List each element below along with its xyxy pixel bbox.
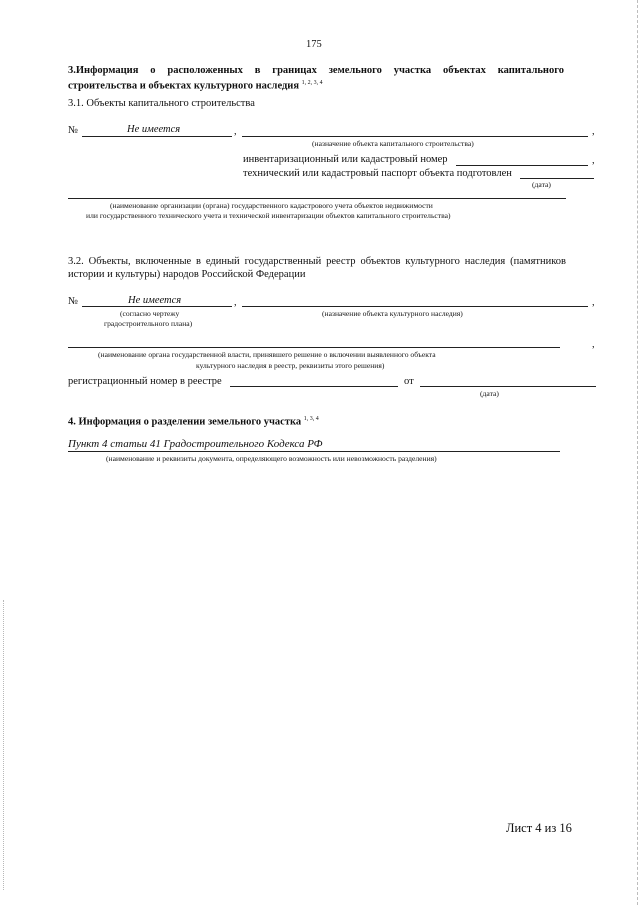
heritage-number-value: Не имеется xyxy=(128,295,182,306)
subsection-3-1-heading: 3.1. Объекты капитального строительства xyxy=(68,98,255,109)
object-name-caption: (назначение объекта капитального строительства) xyxy=(312,139,474,148)
sheet-number: Лист 4 из 16 xyxy=(506,821,572,835)
division-document-value: Пункт 4 статьи 41 Градостроительного Кодекса РФ xyxy=(68,438,323,450)
plan-caption-line1: (согласно чертежу xyxy=(120,309,180,318)
comma-3: , xyxy=(592,155,595,166)
registry-date-underline xyxy=(420,386,596,387)
authority-caption-line2: культурного наследия в реестр, реквизиты этого решения) xyxy=(196,361,385,370)
object-number-label: № xyxy=(68,125,79,136)
section3-footnote-ref: 1, 2, 3, 4 xyxy=(301,80,323,86)
comma-2: , xyxy=(592,126,595,137)
object-number-value: Не имеется xyxy=(127,124,181,135)
authority-caption-line1: (наименование органа государственной власти, принявшего решение о включении выявленного объекта xyxy=(98,350,436,359)
section4-title: 4. Информация о разделении земельного участка $^{1, 3, 4}$ xyxy=(68,416,319,428)
inventory-number-underline xyxy=(456,165,588,166)
organization-caption-line2: или государственного технического учета и технической инвентаризации объектов капитального строительства) xyxy=(86,211,451,220)
organization-caption-line1: (наименование организации (органа) государственного кадастрового учета объектов недвижимости xyxy=(110,201,433,210)
scan-edge-left xyxy=(3,600,4,890)
comma-5: , xyxy=(592,297,595,308)
scan-edge-right xyxy=(637,0,638,905)
passport-date-caption: (дата) xyxy=(532,180,551,189)
subsection-3-2-heading-line2: истории и культуры) народов Российской Федерации xyxy=(68,269,306,280)
division-document-caption: (наименование и реквизиты документа, определяющего возможность или невозможность разделения) xyxy=(106,454,437,463)
heritage-number-label: № xyxy=(68,296,79,307)
heritage-name-underline xyxy=(242,306,588,307)
passport-label: технический или кадастровый паспорт объекта подготовлен xyxy=(243,168,512,179)
from-label: от xyxy=(404,376,414,387)
authority-underline xyxy=(68,347,560,348)
organization-underline xyxy=(68,198,566,199)
section3-title-line1: 3.Информация о расположенных в границах земельного участка объектах капитального xyxy=(68,65,564,76)
object-name-underline xyxy=(242,136,588,137)
subsection-3-2-heading-line1: 3.2. Объекты, включенные в единый государственный реестр объектов культурного наследия (памятников xyxy=(68,256,566,267)
heritage-name-caption: (назначение объекта культурного наследия) xyxy=(322,309,463,318)
division-document-underline xyxy=(68,451,560,452)
plan-caption-line2: градостроительного плана) xyxy=(104,319,193,328)
comma-6: , xyxy=(592,339,595,350)
section3-title-line2: строительства и объектах культурного наследия $^{1, 2, 3, 4}$ xyxy=(68,80,323,92)
registry-number-underline xyxy=(230,386,398,387)
section4-footnote-ref: 1, 3, 4 xyxy=(303,416,319,422)
comma-4: , xyxy=(234,297,237,308)
comma-1: , xyxy=(234,126,237,137)
registry-number-label: регистрационный номер в реестре xyxy=(68,376,222,387)
page-number: 175 xyxy=(306,39,322,50)
registry-date-caption: (дата) xyxy=(480,389,499,398)
inventory-number-label: инвентаризационный или кадастровый номер xyxy=(243,154,448,165)
passport-date-underline xyxy=(520,178,594,179)
object-number-underline xyxy=(82,136,232,137)
